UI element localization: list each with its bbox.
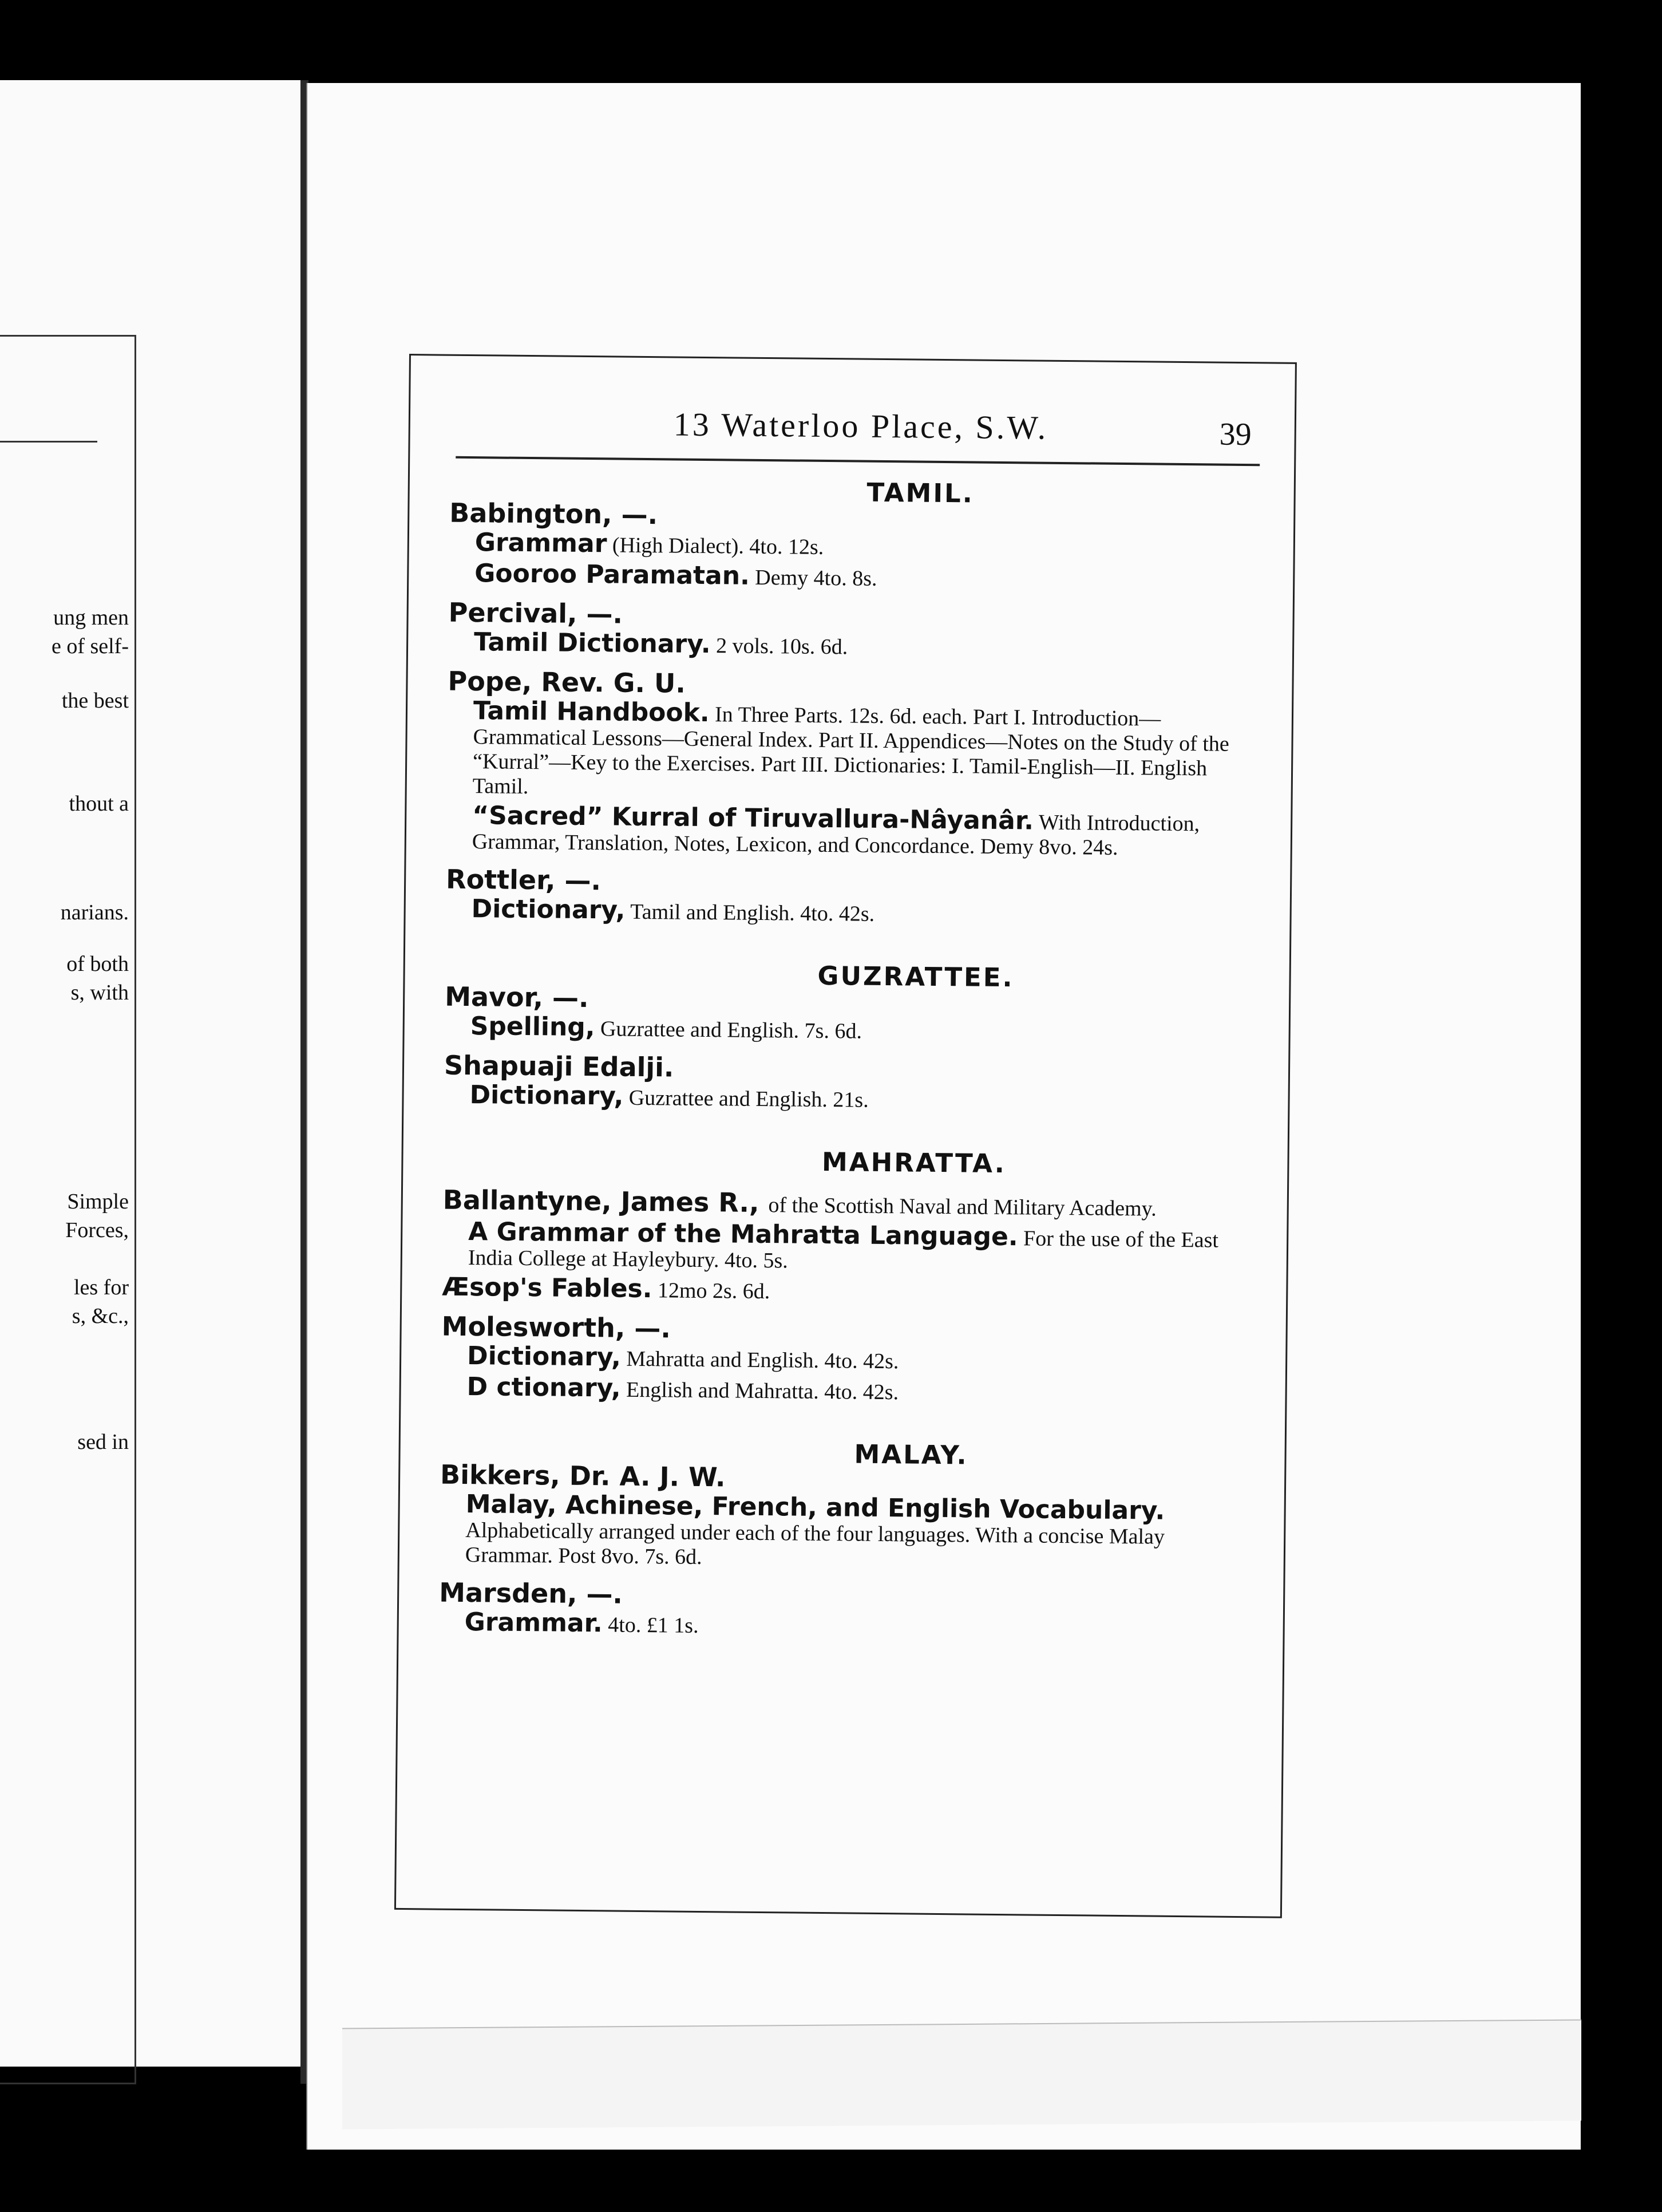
catalogue-entry <box>448 595 1259 664</box>
page-number: 39 <box>1219 416 1252 453</box>
book-details: Guzrattee and English. 7s. 6d. <box>600 1017 862 1044</box>
book-item <box>472 803 1257 862</box>
entry-author: Bikkers, Dr. A. J. W. <box>440 1459 726 1493</box>
book-title: Grammar <box>474 528 607 559</box>
book-title: Gooroo Paramatan. <box>474 559 750 591</box>
catalogue-entry <box>442 1183 1253 1309</box>
book-title: Grammar. <box>464 1607 603 1638</box>
left-page-fragment: Simple <box>67 1190 129 1214</box>
author-name: Ballantyne, James R., <box>442 1184 759 1218</box>
catalogue-entry <box>441 1309 1251 1409</box>
left-page <box>0 80 300 2067</box>
book-title: Dictionary, <box>471 894 626 925</box>
entry-author: Rottler, —. <box>445 863 602 896</box>
book-item <box>474 561 1259 595</box>
book-details: In Three Parts. 12s. 6d. each. Part I. Introduction—Grammatical Lessons—General Index. Part II. Appendices—Notes on the Study of the “Kurral”—Key to the Exercises. Part III. Dictionaries: I. Tamil-English—II. English Tamil. <box>472 702 1229 799</box>
catalogue-entry <box>445 862 1256 931</box>
book-details: Tamil and English. 4to. 42s. <box>630 899 875 926</box>
left-page-fragment: e of self- <box>51 634 129 658</box>
left-page-fragment: of both <box>66 952 129 976</box>
entry-author: Pope, Rev. G. U. <box>448 665 686 699</box>
book-title: “Sacred” Kurral of Tiruvallura-Nâyanâr. <box>472 801 1034 836</box>
left-page-fragment: ung men <box>53 606 129 630</box>
book-title: Dictionary, <box>469 1080 624 1111</box>
book-details: 2 vols. 10s. 6d. <box>715 634 848 659</box>
book-item <box>468 1219 1253 1278</box>
book-title: Æsop's Fables. <box>442 1272 652 1304</box>
book-details: Guzrattee and English. 21s. <box>628 1085 869 1112</box>
left-page-rule <box>0 441 97 443</box>
book-details: 4to. £1 1s. <box>608 1613 699 1638</box>
left-page-fragment: thout a <box>69 792 129 816</box>
book-item <box>473 698 1258 806</box>
book-title: A Grammar of the Mahratta Language. <box>468 1217 1018 1252</box>
book-details: English and Mahratta. 4to. 42s. <box>626 1377 899 1405</box>
left-page-fragment: the best <box>61 689 129 713</box>
left-page-fragment: s, &c., <box>72 1304 129 1328</box>
catalogue-entry <box>446 664 1258 862</box>
catalogue-entry <box>440 1457 1251 1575</box>
section-heading: MAHRATTA. <box>821 1146 1007 1179</box>
left-page-fragment: s, with <box>70 981 129 1005</box>
entry-author: Percival, —. <box>448 597 623 630</box>
left-page-fragment: sed in <box>77 1430 129 1454</box>
book-title: D ctionary, <box>466 1372 621 1403</box>
running-header <box>410 356 1295 453</box>
catalogue-content <box>439 473 1260 1644</box>
book-details: Alphabetically arranged under each of the four languages. With a concise Malay Grammar. Post 8vo. 7s. 6d. <box>465 1518 1165 1570</box>
catalogue-entry <box>444 1048 1254 1117</box>
entry-author: Mavor, —. <box>444 981 589 1014</box>
catalogue-entry <box>439 1575 1249 1644</box>
section-heading: TAMIL. <box>866 477 975 509</box>
book-details: Mahratta and English. 4to. 42s. <box>626 1346 899 1374</box>
book-details: 12mo 2s. 6d. <box>657 1278 770 1304</box>
section-heading: GUZRATTEE. <box>817 960 1014 993</box>
entry-author: Shapuaji Edalji. <box>444 1049 674 1083</box>
header-title: 13 Waterloo Place, S.W. <box>673 405 1048 447</box>
book-item <box>442 1272 1252 1309</box>
book-item <box>466 1374 1251 1408</box>
entry-author: Molesworth, —. <box>441 1310 671 1344</box>
entry-author: Babington, —. <box>449 497 658 531</box>
book-title: Malay, Achinese, French, and English Vocabulary. <box>465 1490 1165 1526</box>
book-item <box>465 1492 1250 1575</box>
book-details: Demy 4to. 8s. <box>755 565 877 591</box>
author-note: of the Scottish Naval and Military Academy. <box>768 1193 1157 1221</box>
page-edge <box>342 2019 1581 2129</box>
left-page-fragment: narians. <box>60 900 129 925</box>
book-details: With Introduction, Grammar, Translation, Notes, Lexicon, and Concordance. Demy 8vo. 24s. <box>472 810 1200 860</box>
header-rule <box>456 456 1260 466</box>
book-details: (High Dialect). 4to. 12s. <box>612 533 824 559</box>
book-title: Tamil Dictionary. <box>473 627 711 659</box>
catalogue-entry <box>449 496 1259 595</box>
catalogue-frame <box>394 354 1297 1918</box>
left-page-fragment: Forces, <box>65 1218 129 1242</box>
book-details: For the use of the East India College at Hayleybury. 4to. 5s. <box>468 1226 1219 1273</box>
book-title: Spelling, <box>470 1012 595 1042</box>
book-title: Dictionary, <box>466 1341 622 1372</box>
section-heading: MALAY. <box>854 1439 968 1471</box>
left-page-fragment: les for <box>73 1275 129 1299</box>
book-title: Tamil Handbook. <box>473 696 710 728</box>
entry-author: Marsden, —. <box>438 1577 623 1610</box>
